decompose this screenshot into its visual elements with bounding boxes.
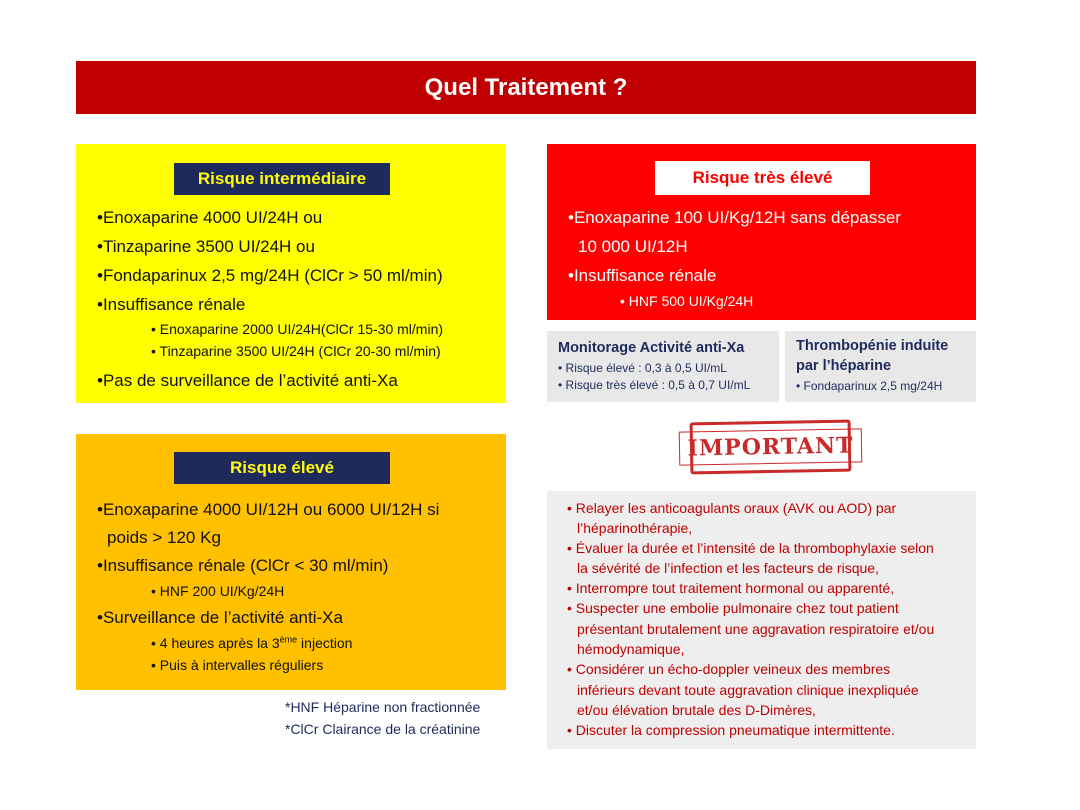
important-stamp xyxy=(687,420,854,475)
important-line: • Suspecter une embolie pulmonaire chez tout patient xyxy=(567,600,899,616)
important-line: l’héparinothérapie, xyxy=(577,520,693,536)
high-risk-header-label: Risque élevé xyxy=(230,458,334,477)
monitoring-item: • Risque très élevé : 0,5 à 0,7 UI/mL xyxy=(558,378,751,392)
high-item: •Enoxaparine 4000 UI/12H ou 6000 UI/12H si xyxy=(97,500,440,519)
very-high-risk-panel xyxy=(547,144,976,320)
important-line: et/ou élévation brutale des D-Dimères, xyxy=(577,702,816,718)
very-high-sub-item: • HNF 500 UI/Kg/24H xyxy=(620,293,754,309)
monitoring-item: • Risque élevé : 0,3 à 0,5 UI/mL xyxy=(558,361,727,375)
monitoring-panel xyxy=(547,331,779,402)
important-line: • Relayer les anticoagulants oraux (AVK ou AOD) par xyxy=(567,500,897,516)
high-item: •Insuffisance rénale (ClCr < 30 ml/min) xyxy=(97,556,389,575)
thrombopenia-title: par l’héparine xyxy=(796,358,892,374)
important-stamp-text: IMPORTANT xyxy=(678,428,863,465)
high-sub-item: • Puis à intervalles réguliers xyxy=(151,657,324,673)
thrombopenia-title: Thrombopénie induite xyxy=(796,338,949,354)
intermediate-item: •Fondaparinux 2,5 mg/24H (ClCr > 50 ml/min) xyxy=(97,266,443,285)
important-line: hémodynamique, xyxy=(577,641,685,657)
footnote: *HNF Héparine non fractionnée xyxy=(285,699,481,715)
high-item: poids > 120 Kg xyxy=(107,528,221,547)
thrombopenia-panel xyxy=(785,331,976,402)
intermediate-risk-header-label: Risque intermédiaire xyxy=(197,169,367,188)
important-line: présentant brutalement une aggravation respiratoire et/ou xyxy=(577,621,935,637)
intermediate-item: •Enoxaparine 4000 UI/24H ou xyxy=(97,208,323,227)
very-high-risk-header-label: Risque très élevé xyxy=(692,168,833,187)
important-line: la sévérité de l’infection et les facteurs de risque, xyxy=(577,560,879,576)
high-sub-item: • HNF 200 UI/Kg/24H xyxy=(151,583,285,599)
high-sub-item-text: • 4 heures après la 3 xyxy=(151,635,280,651)
intermediate-risk-header xyxy=(174,163,390,195)
very-high-item: 10 000 UI/12H xyxy=(578,237,688,256)
intermediate-item: •Pas de surveillance de l’activité anti-Xa xyxy=(97,371,398,390)
high-risk-header xyxy=(174,452,390,484)
page-title-text: Quel Traitement ? xyxy=(424,73,628,101)
very-high-item: •Enoxaparine 100 UI/Kg/12H sans dépasser xyxy=(568,208,901,227)
page-title xyxy=(76,61,976,114)
monitoring-title: Monitorage Activité anti-Xa xyxy=(558,340,745,356)
important-line: • Interrompre tout traitement hormonal ou apparenté, xyxy=(567,580,895,596)
important-line: • Considérer un écho-doppler veineux des membres xyxy=(567,661,891,677)
very-high-item: •Insuffisance rénale xyxy=(568,266,717,285)
important-line: inférieurs devant toute aggravation clinique inexpliquée xyxy=(577,682,919,698)
intermediate-item: •Insuffisance rénale xyxy=(97,295,246,314)
very-high-risk-header xyxy=(655,161,870,195)
thrombopenia-item: • Fondaparinux 2,5 mg/24H xyxy=(796,379,943,393)
superscript: ème xyxy=(279,634,298,645)
high-sub-item-text: injection xyxy=(297,635,353,651)
important-line: • Discuter la compression pneumatique intermittente. xyxy=(567,722,895,738)
intermediate-item: •Tinzaparine 3500 UI/24H ou xyxy=(97,237,315,256)
intermediate-sub-item: • Tinzaparine 3500 UI/24H (ClCr 20-30 ml/min) xyxy=(151,343,441,359)
intermediate-sub-item: • Enoxaparine 2000 UI/24H(ClCr 15-30 ml/min) xyxy=(151,321,444,337)
high-sub-item xyxy=(151,635,352,651)
important-line: • Évaluer la durée et l’intensité de la thrombophylaxie selon xyxy=(567,540,934,556)
high-item: •Surveillance de l’activité anti-Xa xyxy=(97,608,343,627)
footnote: *ClCr Clairance de la créatinine xyxy=(285,721,481,737)
